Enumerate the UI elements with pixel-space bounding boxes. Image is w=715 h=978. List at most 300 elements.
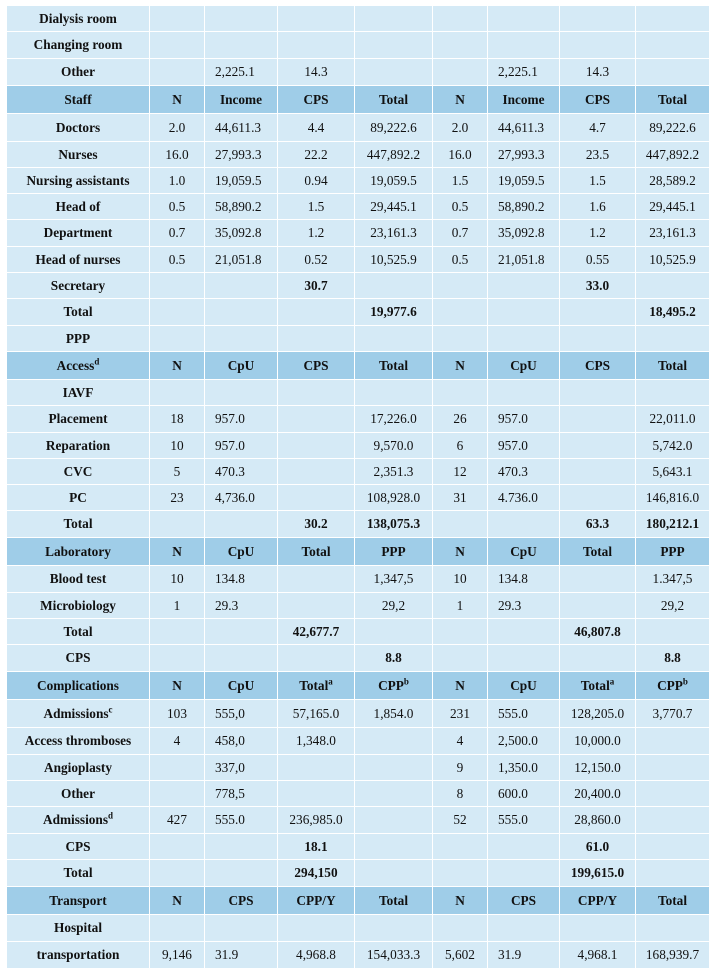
table-cell — [488, 834, 560, 860]
table-row — [7, 566, 710, 593]
table-cell: 2,225.1 — [205, 59, 278, 86]
table-cell — [433, 273, 488, 299]
table-cell — [150, 915, 205, 942]
table-cell: 18.1 — [278, 834, 355, 860]
table-cell: 63.3 — [560, 511, 636, 538]
table-cell — [278, 755, 355, 781]
table-cell: 9,146 — [150, 942, 205, 969]
table-cell — [636, 728, 710, 755]
table-cell: 57,165.0 — [278, 700, 355, 728]
table-cell: 8.8 — [355, 645, 433, 672]
table-cell: 9,570.0 — [355, 433, 433, 459]
table-row — [7, 860, 710, 887]
table-cell: 21,051.8 — [205, 247, 278, 273]
table-cell — [636, 619, 710, 645]
column-header: Income — [488, 86, 560, 114]
table-cell: 10,525.9 — [355, 247, 433, 273]
table-cell — [355, 619, 433, 645]
table-cell — [433, 915, 488, 942]
table-cell: 2,225.1 — [488, 59, 560, 86]
table-cell: 14.3 — [278, 59, 355, 86]
staff-header-row — [7, 86, 710, 114]
table-cell: 31.9 — [205, 942, 278, 969]
table-cell — [150, 273, 205, 299]
table-cell — [355, 755, 433, 781]
section-header-label: Complications — [7, 672, 150, 700]
table-cell — [488, 619, 560, 645]
table-cell — [150, 6, 205, 32]
table-cell — [355, 915, 433, 942]
table-cell: 52 — [433, 807, 488, 834]
table-cell: 1 — [433, 593, 488, 619]
row-label: Department — [7, 220, 150, 247]
table-cell: 10 — [150, 566, 205, 593]
column-header: CpU — [488, 538, 560, 566]
table-cell — [636, 755, 710, 781]
table-cell: 19,977.6 — [355, 299, 433, 326]
table-cell — [355, 273, 433, 299]
table-cell: 10 — [150, 433, 205, 459]
table-cell — [278, 433, 355, 459]
table-cell: 21,051.8 — [488, 247, 560, 273]
table-cell: 1,854.0 — [355, 700, 433, 728]
table-cell — [150, 645, 205, 672]
table-cell — [150, 860, 205, 887]
table-cell: 22,011.0 — [636, 406, 710, 433]
table-cell: 27,993.3 — [488, 142, 560, 168]
row-label: Admissions$^c$ — [7, 700, 150, 728]
table-cell: 18,495.2 — [636, 299, 710, 326]
table-row — [7, 485, 710, 511]
table-cell — [636, 326, 710, 352]
table-cell: 27,993.3 — [205, 142, 278, 168]
table-cell — [636, 781, 710, 807]
table-row — [7, 807, 710, 834]
column-header: N — [433, 538, 488, 566]
table-row — [7, 700, 710, 728]
table-cell — [488, 6, 560, 32]
table-cell: 12,150.0 — [560, 755, 636, 781]
table-cell: 4.4 — [278, 114, 355, 142]
table-cell — [150, 59, 205, 86]
table-cell: 0.5 — [150, 194, 205, 220]
table-cell: 19,059.5 — [205, 168, 278, 194]
column-header: Total — [278, 538, 355, 566]
table-cell: 6 — [433, 433, 488, 459]
table-cell — [355, 807, 433, 834]
table-cell — [560, 593, 636, 619]
table-cell: 31.9 — [488, 942, 560, 969]
table-cell: 18 — [150, 406, 205, 433]
column-header: CPP$^b$ — [355, 672, 433, 700]
table-row — [7, 220, 710, 247]
table-cell: 168,939.7 — [636, 942, 710, 969]
table-cell: 0.52 — [278, 247, 355, 273]
table-cell: 138,075.3 — [355, 511, 433, 538]
table-cell: 8.8 — [636, 645, 710, 672]
table-cell: 29,445.1 — [355, 194, 433, 220]
table-cell: 1,350.0 — [488, 755, 560, 781]
footnote-marker: c — [108, 704, 113, 715]
column-header: CPS — [278, 86, 355, 114]
table-row — [7, 380, 710, 406]
table-cell: 447,892.2 — [355, 142, 433, 168]
table-cell — [278, 380, 355, 406]
table-cell — [560, 32, 636, 59]
table-cell — [433, 380, 488, 406]
table-cell — [278, 326, 355, 352]
column-header: PPP — [636, 538, 710, 566]
row-label: Dialysis room — [7, 6, 150, 32]
table-cell — [278, 459, 355, 485]
table-cell: 555.0 — [488, 807, 560, 834]
table-cell — [355, 860, 433, 887]
table-cell: 458,0 — [205, 728, 278, 755]
column-header: Total — [636, 86, 710, 114]
table-cell — [636, 32, 710, 59]
row-label: Changing room — [7, 32, 150, 59]
table-cell: 2.0 — [433, 114, 488, 142]
table-row — [7, 645, 710, 672]
table-cell — [278, 566, 355, 593]
table-cell — [355, 380, 433, 406]
row-label: Blood test — [7, 566, 150, 593]
transport-header-row — [7, 887, 710, 915]
row-label: CVC — [7, 459, 150, 485]
table-row — [7, 142, 710, 168]
row-label: Head of — [7, 194, 150, 220]
table-cell: 42,677.7 — [278, 619, 355, 645]
table-cell — [433, 860, 488, 887]
table-cell: 1.0 — [150, 168, 205, 194]
table-cell — [150, 326, 205, 352]
column-header: N — [150, 672, 205, 700]
table-cell — [205, 273, 278, 299]
column-header: CPS — [488, 887, 560, 915]
table-cell: 108,928.0 — [355, 485, 433, 511]
table-cell — [636, 59, 710, 86]
column-header: CPP/Y — [278, 887, 355, 915]
table-row — [7, 619, 710, 645]
table-cell — [560, 406, 636, 433]
table-cell: 231 — [433, 700, 488, 728]
column-header: Total — [355, 887, 433, 915]
column-header: Total$^a$ — [278, 672, 355, 700]
table-cell: 5,602 — [433, 942, 488, 969]
complications-header-row — [7, 672, 710, 700]
column-header: CpU — [488, 672, 560, 700]
table-row — [7, 299, 710, 326]
table-cell — [560, 6, 636, 32]
table-cell — [205, 511, 278, 538]
table-cell: 30.7 — [278, 273, 355, 299]
table-cell: 61.0 — [560, 834, 636, 860]
table-cell — [278, 593, 355, 619]
table-cell: 14.3 — [560, 59, 636, 86]
row-label: Total — [7, 860, 150, 887]
cost-table — [6, 5, 710, 969]
table-cell — [278, 781, 355, 807]
table-cell: 1.5 — [278, 194, 355, 220]
access-header-row — [7, 352, 710, 380]
section-header-label: Laboratory — [7, 538, 150, 566]
table-cell — [355, 834, 433, 860]
table-cell: 2.0 — [150, 114, 205, 142]
table-cell — [278, 299, 355, 326]
table-cell: 28,589.2 — [636, 168, 710, 194]
table-cell — [636, 915, 710, 942]
column-header: CPS — [560, 86, 636, 114]
column-header: N — [150, 86, 205, 114]
table-cell — [488, 860, 560, 887]
table-cell: 89,222.6 — [636, 114, 710, 142]
column-header: Total — [355, 86, 433, 114]
table-cell — [488, 32, 560, 59]
table-cell: 4.7 — [560, 114, 636, 142]
column-header: Total — [355, 352, 433, 380]
row-label: CPS — [7, 834, 150, 860]
column-header: CPS — [560, 352, 636, 380]
column-header: Total — [560, 538, 636, 566]
row-label: PC — [7, 485, 150, 511]
table-cell: 5,643.1 — [636, 459, 710, 485]
table-cell: 1 — [150, 593, 205, 619]
table-row — [7, 194, 710, 220]
table-cell — [433, 299, 488, 326]
table-row — [7, 326, 710, 352]
table-row — [7, 755, 710, 781]
column-header: Income — [205, 86, 278, 114]
table-cell: 1.5 — [560, 168, 636, 194]
row-label: Secretary — [7, 273, 150, 299]
table-row — [7, 406, 710, 433]
table-cell: 957.0 — [488, 433, 560, 459]
column-header: N — [150, 538, 205, 566]
table-cell: 46,807.8 — [560, 619, 636, 645]
column-header: N — [150, 887, 205, 915]
table-cell: 89,222.6 — [355, 114, 433, 142]
table-row — [7, 168, 710, 194]
table-cell — [150, 380, 205, 406]
row-label: CPS — [7, 645, 150, 672]
row-label: Reparation — [7, 433, 150, 459]
table-cell — [636, 380, 710, 406]
table-cell: 134.8 — [488, 566, 560, 593]
table-cell — [488, 380, 560, 406]
row-label: Total — [7, 511, 150, 538]
table-cell: 26 — [433, 406, 488, 433]
table-cell — [150, 755, 205, 781]
table-cell — [636, 834, 710, 860]
table-cell: 0.5 — [433, 247, 488, 273]
table-cell: 2,500.0 — [488, 728, 560, 755]
table-cell: 134.8 — [205, 566, 278, 593]
table-cell: 12 — [433, 459, 488, 485]
column-header: N — [433, 887, 488, 915]
table-cell: 447,892.2 — [636, 142, 710, 168]
table-cell: 600.0 — [488, 781, 560, 807]
table-cell: 236,985.0 — [278, 807, 355, 834]
table-cell — [205, 619, 278, 645]
table-cell: 33.0 — [560, 273, 636, 299]
row-label: Other — [7, 59, 150, 86]
row-label: Head of nurses — [7, 247, 150, 273]
table-cell: 103 — [150, 700, 205, 728]
table-row — [7, 834, 710, 860]
table-cell: 0.5 — [150, 247, 205, 273]
table-cell — [636, 807, 710, 834]
table-row — [7, 511, 710, 538]
table-cell: 199,615.0 — [560, 860, 636, 887]
table-cell: 23 — [150, 485, 205, 511]
table-cell: 28,860.0 — [560, 807, 636, 834]
table-cell — [636, 273, 710, 299]
table-cell: 1.2 — [278, 220, 355, 247]
table-cell — [433, 59, 488, 86]
footnote-marker: b — [682, 676, 688, 687]
footnote-marker: a — [328, 676, 333, 687]
column-header: CpU — [205, 672, 278, 700]
table-cell: 44,611.3 — [488, 114, 560, 142]
table-cell: 5,742.0 — [636, 433, 710, 459]
table-cell: 4,968.8 — [278, 942, 355, 969]
table-cell: 19,059.5 — [488, 168, 560, 194]
row-label: Nursing assistants — [7, 168, 150, 194]
table-cell: 9 — [433, 755, 488, 781]
laboratory-header-row — [7, 538, 710, 566]
table-cell — [150, 619, 205, 645]
table-cell — [150, 834, 205, 860]
column-header: CPS — [205, 887, 278, 915]
table-row — [7, 247, 710, 273]
table-cell — [433, 619, 488, 645]
table-cell — [355, 32, 433, 59]
table-cell — [150, 32, 205, 59]
table-cell — [150, 299, 205, 326]
table-cell: 0.94 — [278, 168, 355, 194]
row-label: Nurses — [7, 142, 150, 168]
table-cell: 44,611.3 — [205, 114, 278, 142]
footnote-marker: d — [108, 810, 114, 821]
table-cell: 555.0 — [488, 700, 560, 728]
table-cell — [433, 834, 488, 860]
row-label: Angioplasty — [7, 755, 150, 781]
section-header-label: Staff — [7, 86, 150, 114]
table-cell: 0.55 — [560, 247, 636, 273]
section-header-label: Transport — [7, 887, 150, 915]
table-cell — [488, 299, 560, 326]
table-cell — [355, 326, 433, 352]
table-cell: 4 — [433, 728, 488, 755]
table-cell: 4 — [150, 728, 205, 755]
table-cell — [433, 32, 488, 59]
table-cell: 1,347,5 — [355, 566, 433, 593]
table-cell: 29,2 — [355, 593, 433, 619]
table-cell: 154,033.3 — [355, 942, 433, 969]
table-row — [7, 915, 710, 942]
table-cell — [560, 915, 636, 942]
table-cell — [205, 645, 278, 672]
table-cell — [278, 485, 355, 511]
table-cell — [205, 299, 278, 326]
table-cell: 23,161.3 — [636, 220, 710, 247]
table-cell: 1.2 — [560, 220, 636, 247]
table-cell: 16.0 — [150, 142, 205, 168]
table-cell: 555.0 — [205, 807, 278, 834]
table-cell: 294,150 — [278, 860, 355, 887]
table-cell — [433, 326, 488, 352]
column-header: N — [150, 352, 205, 380]
table-cell: 957.0 — [205, 406, 278, 433]
table-cell: 23,161.3 — [355, 220, 433, 247]
row-label: Total — [7, 299, 150, 326]
table-cell: 19,059.5 — [355, 168, 433, 194]
column-header: CPP/Y — [560, 887, 636, 915]
row-label: PPP — [7, 326, 150, 352]
table-cell: 29.3 — [205, 593, 278, 619]
table-cell — [278, 645, 355, 672]
table-row — [7, 6, 710, 32]
table-cell: 1.6 — [560, 194, 636, 220]
column-header: PPP — [355, 538, 433, 566]
table-cell — [355, 6, 433, 32]
table-cell: 23.5 — [560, 142, 636, 168]
table-cell: 10,000.0 — [560, 728, 636, 755]
column-header: CpU — [488, 352, 560, 380]
table-cell: 0.7 — [433, 220, 488, 247]
table-cell — [205, 6, 278, 32]
table-cell: 22.2 — [278, 142, 355, 168]
table-cell: 0.7 — [150, 220, 205, 247]
table-cell: 10 — [433, 566, 488, 593]
table-cell — [560, 326, 636, 352]
table-cell: 17,226.0 — [355, 406, 433, 433]
footnote-marker: a — [609, 676, 615, 687]
table-cell — [278, 32, 355, 59]
table-cell — [488, 511, 560, 538]
table-cell: 29.3 — [488, 593, 560, 619]
table-cell: 29,2 — [636, 593, 710, 619]
table-cell — [205, 32, 278, 59]
table-cell: 5 — [150, 459, 205, 485]
column-header: Total — [636, 887, 710, 915]
footnote-marker: d — [94, 356, 100, 367]
table-cell: 180,212.1 — [636, 511, 710, 538]
table-row — [7, 32, 710, 59]
table-cell: 146,816.0 — [636, 485, 710, 511]
table-cell — [278, 406, 355, 433]
table-cell: 3,770.7 — [636, 700, 710, 728]
table-cell — [205, 834, 278, 860]
table-row — [7, 114, 710, 142]
table-cell: 0.5 — [433, 194, 488, 220]
table-cell — [636, 6, 710, 32]
table-row — [7, 728, 710, 755]
table-cell — [278, 6, 355, 32]
table-cell — [355, 781, 433, 807]
table-row — [7, 433, 710, 459]
table-cell — [150, 511, 205, 538]
table-cell: 31 — [433, 485, 488, 511]
table-cell: 4,736.0 — [205, 485, 278, 511]
table-cell — [433, 6, 488, 32]
table-cell: 58,890.2 — [488, 194, 560, 220]
table-cell: 957.0 — [488, 406, 560, 433]
table-cell — [150, 781, 205, 807]
table-cell: 35,092.8 — [488, 220, 560, 247]
row-label: transportation — [7, 942, 150, 969]
table-cell — [488, 645, 560, 672]
